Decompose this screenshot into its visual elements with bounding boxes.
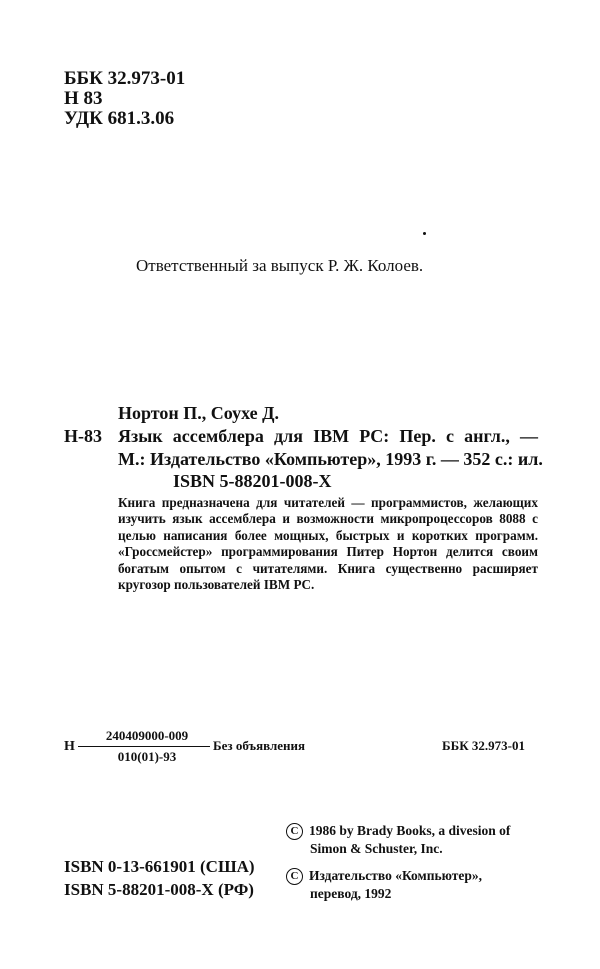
copyright-icon: C xyxy=(286,868,303,885)
authors: Нортон П., Соухе Д. xyxy=(118,403,279,423)
responsible-label: Ответственный за выпуск xyxy=(136,256,324,275)
copyright-2-line1 xyxy=(286,868,482,885)
isbn-ru: ISBN 5-88201-008-X (РФ) xyxy=(64,880,254,899)
price-bbk: ББК 32.973-01 xyxy=(442,738,525,753)
copyright-1-line1 xyxy=(286,823,510,840)
copyright-2-text: Издательство «Компьютер», xyxy=(309,868,483,883)
isbn-us: ISBN 0-13-661901 (США) xyxy=(64,857,255,876)
book-isbn: ISBN 5-88201-008-X xyxy=(173,471,332,491)
publisher-line: М.: Издательство «Компьютер», 1993 г. — 352 с.: ил. xyxy=(118,449,543,469)
copyright-2-line2: перевод, 1992 xyxy=(310,886,392,901)
responsible-name: Р. Ж. Колоев. xyxy=(327,256,424,275)
book-title-line: Язык ассемблера для IBM PC: Пер. с англ., — xyxy=(118,426,538,446)
responsible-line xyxy=(136,256,423,276)
print-speck xyxy=(423,232,426,235)
copyright-1-text: 1986 by Brady Books, a divesion of xyxy=(309,823,511,838)
catalog-mark: Н-83 xyxy=(64,426,102,446)
copyright-icon: C xyxy=(286,823,303,840)
fraction-line xyxy=(78,746,210,747)
udk-code: УДК 681.3.06 xyxy=(64,108,175,129)
author-mark: Н 83 xyxy=(64,88,103,109)
price-code-denominator: 010(01)-93 xyxy=(117,749,177,764)
price-code-numerator: 240409000-009 xyxy=(105,728,189,743)
price-code-prefix: Н xyxy=(64,739,75,754)
copyright-1-line2: Simon & Schuster, Inc. xyxy=(310,841,443,856)
bbk-code: ББК 32.973-01 xyxy=(64,68,186,89)
price-note: Без объявления xyxy=(213,738,306,753)
annotation: Книга предназначена для читателей — программистов, желающих изучить язык ассемблера и возможности микропроцессоров 8088 с целью написания более мощных, быстрых и коротких программ. «Гроссмейстер» программирования Питер Нортон делится своим богатым опытом с читателями. Книга существенно расширяет кругозор пользователей IBM PC. xyxy=(118,495,538,593)
